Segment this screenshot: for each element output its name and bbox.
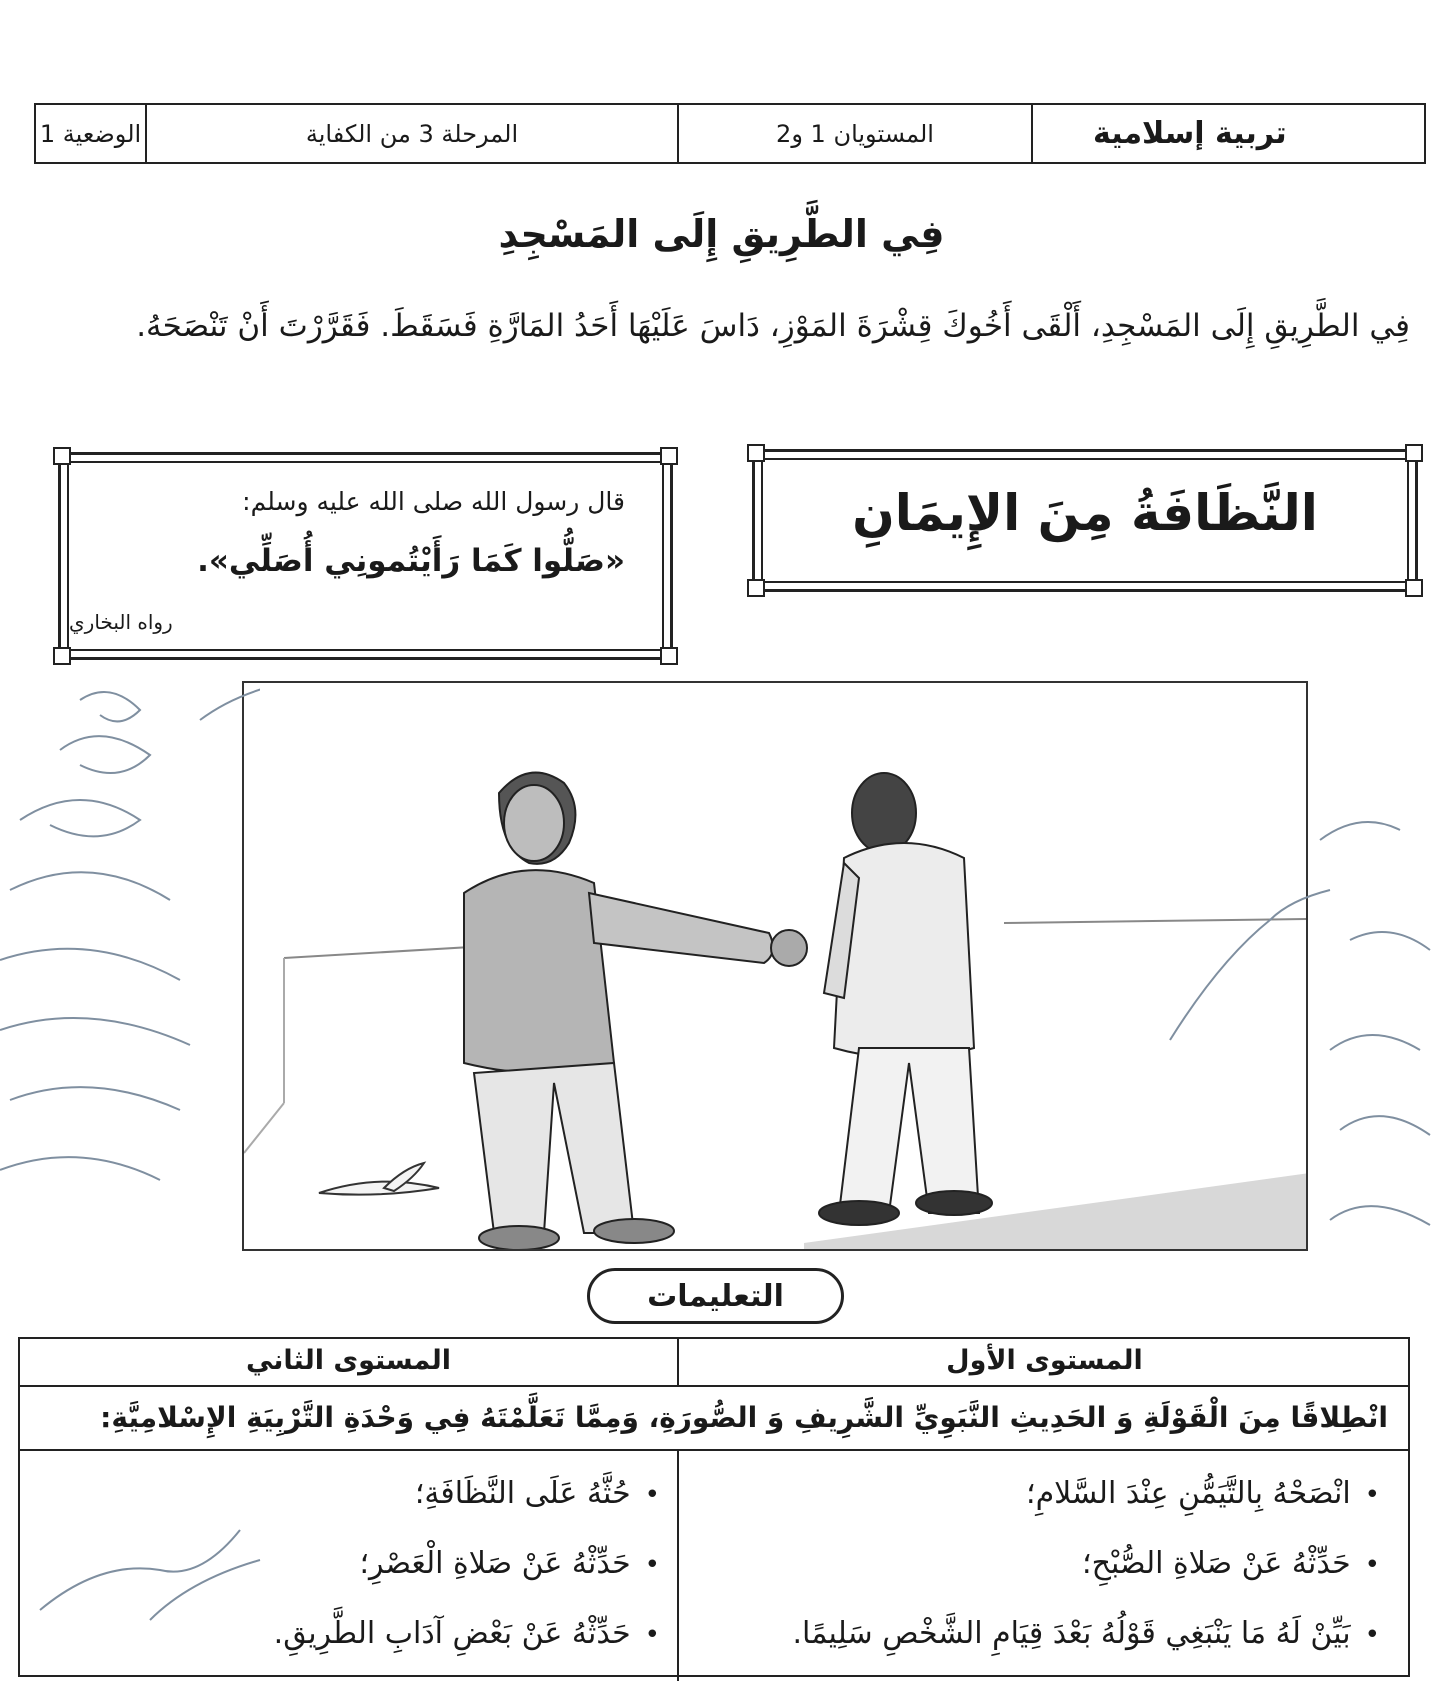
illustration — [242, 681, 1308, 1251]
subject-label: تربية إسلامية — [1093, 116, 1287, 151]
two-boys-banana-peel-illustration — [244, 683, 1308, 1251]
hadith-frame — [58, 452, 673, 660]
stage-label: المرحلة 3 من الكفاية — [305, 119, 519, 148]
subject-cell — [1031, 105, 1424, 162]
table-intro-row — [20, 1385, 1408, 1451]
motto-text: النَّظَافَةُ مِنَ الإِيمَانِ — [852, 484, 1318, 542]
corner-ornament — [1405, 444, 1423, 462]
list-item: • انْصَحْهُ بِالتَّيَمُّنِ عِنْدَ السَّلامِ؛ — [690, 1459, 1380, 1529]
walking-boy — [819, 773, 992, 1225]
handwritten-notes-right — [1150, 800, 1443, 1280]
level1-list — [690, 1459, 1380, 1669]
banana-peel — [319, 1163, 439, 1195]
table-header-row — [20, 1339, 1408, 1387]
list-item: • حَدِّثْهُ عَنْ صَلاةِ الْعَصْرِ؛ — [40, 1529, 660, 1599]
levels-label: المستويان 1 و2 — [776, 119, 934, 148]
intro-paragraph: فِي الطَّرِيقِ إِلَى المَسْجِدِ، أَلْقَى أَخُوكَ قِشْرَةَ المَوْزِ، دَاسَ عَلَيْهَا أَحَدُ المَارَّةِ فَسَقَطَ. فَقَرَّرْتَ أَنْ تَنْصَحَهُ. — [136, 308, 1410, 344]
corner-ornament — [660, 447, 678, 465]
list-item: • حُثَّهُ عَلَى النَّظَافَةِ؛ — [40, 1459, 660, 1529]
corner-ornament — [747, 444, 765, 462]
handwritten-notes-bottom — [30, 1490, 290, 1650]
page-title: فِي الطَّرِيقِ إِلَى المَسْجِدِ — [498, 212, 945, 256]
level1-header: المستوى الأول — [946, 1345, 1143, 1376]
corner-ornament — [53, 447, 71, 465]
motto-frame — [752, 449, 1418, 592]
corner-ornament — [747, 579, 765, 597]
hadith-intro: قال رسول الله صلى الله عليه وسلم: — [242, 487, 625, 516]
header-table — [34, 103, 1426, 164]
table-intro-text: انْطِلاقًا مِنَ الْقَوْلَةِ وَ الحَدِيثِ النَّبَوِيِّ الشَّرِيفِ وَ الصُّورَةِ، وَمِمَّا تَعَلَّمْتَهُ فِي وَحْدَةِ التَّرْبِيَةِ الإِسْلامِيَّةِ: — [100, 1400, 1388, 1434]
list-item: • حَدِّثْهُ عَنْ صَلاةِ الصُّبْحِ؛ — [690, 1529, 1380, 1599]
corner-ornament — [660, 647, 678, 665]
stage-cell — [145, 105, 677, 162]
hadith-source: رواه البخاري — [69, 610, 173, 634]
situation-cell — [36, 105, 145, 162]
level2-header: المستوى الثاني — [245, 1345, 452, 1376]
situation-label: الوضعية 1 — [39, 119, 142, 148]
list-item: • بَيِّنْ لَهُ مَا يَنْبَغِي قَوْلُهُ بَعْدَ قِيَامِ الشَّخْصِ سَلِيمًا. — [690, 1599, 1380, 1669]
column-divider — [677, 1451, 679, 1681]
levels-cell — [677, 105, 1031, 162]
pointing-boy — [464, 773, 807, 1250]
list-item: • حَدِّثْهُ عَنْ بَعْضِ آدَابِ الطَّرِيقِ. — [40, 1599, 660, 1669]
hadith-text: «صَلُّوا كَمَا رَأَيْتُمونِي أُصَلِّي». — [197, 543, 625, 579]
handwritten-notes-left — [0, 640, 260, 1300]
instructions-label: التعليمات — [587, 1268, 844, 1324]
corner-ornament — [1405, 579, 1423, 597]
